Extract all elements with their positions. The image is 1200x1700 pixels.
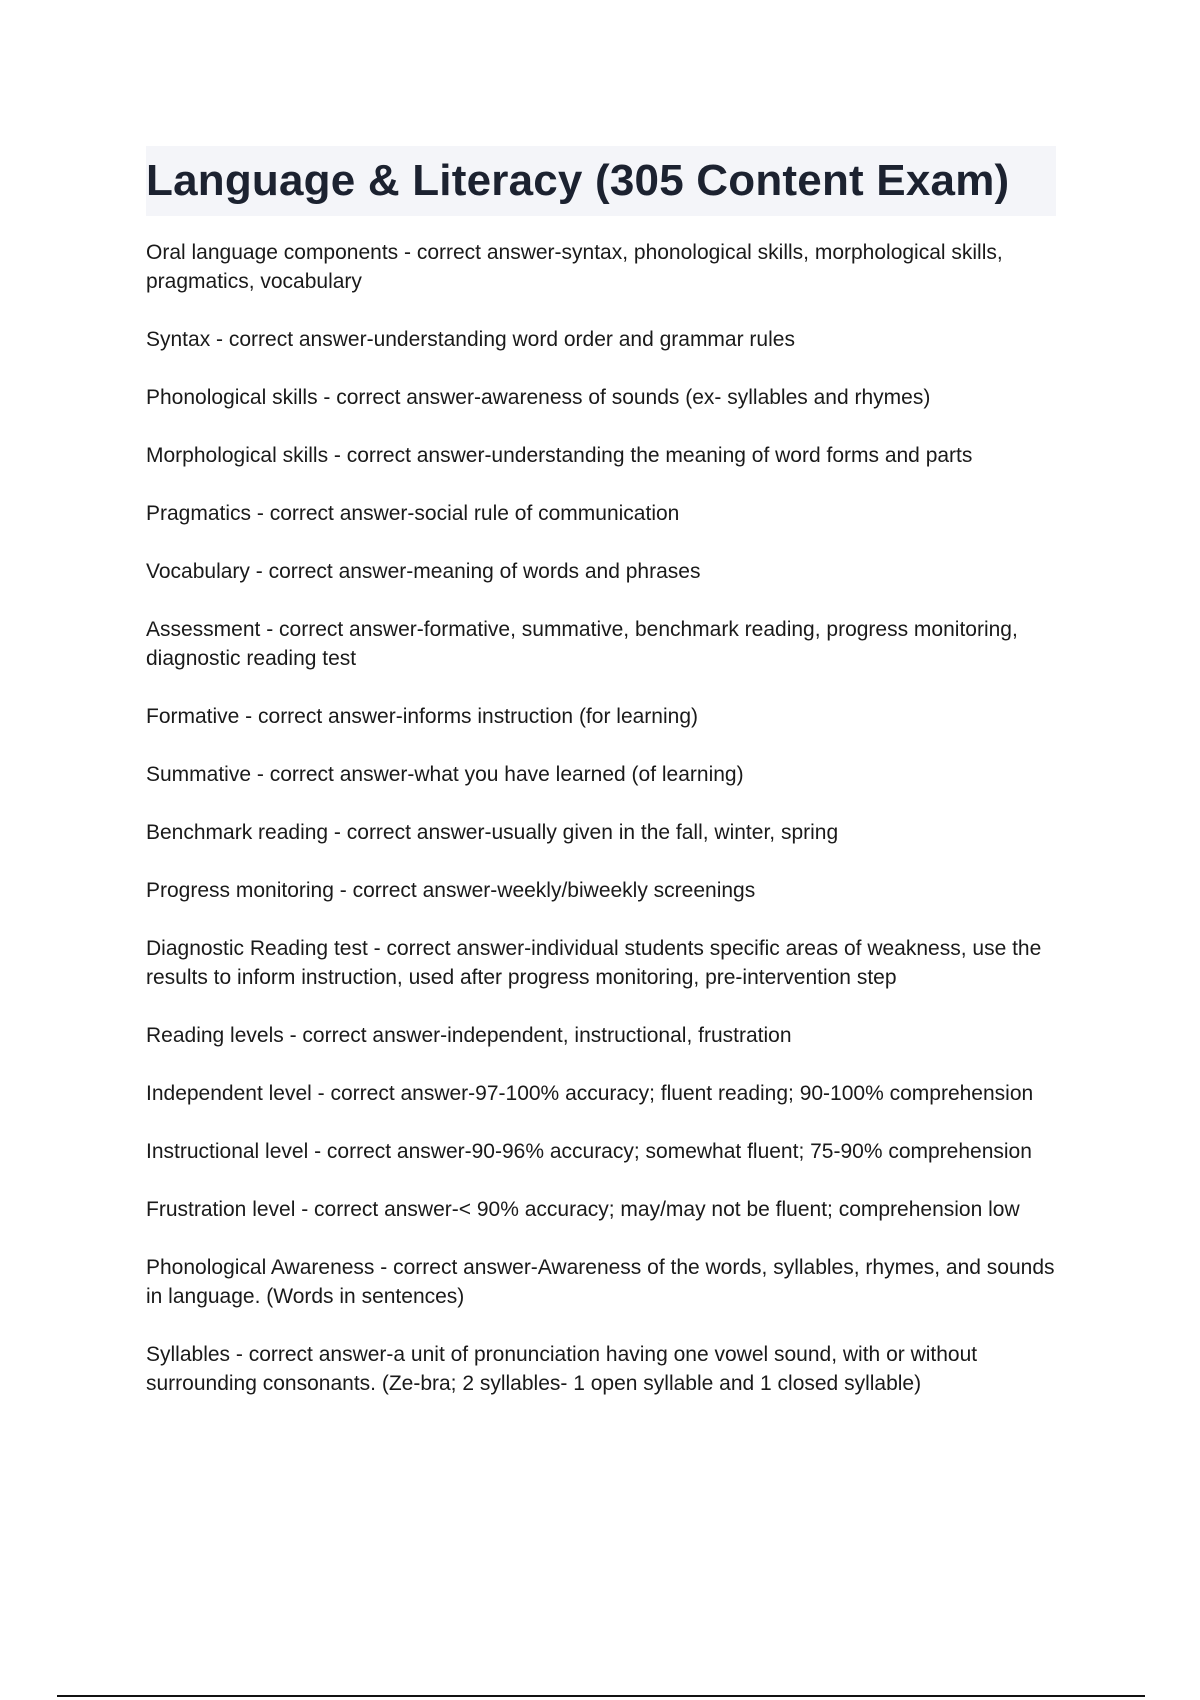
entry-reading-levels: Reading levels - correct answer-independent, instructional, frustration xyxy=(146,1024,792,1047)
entry-assessment: Assessment - correct answer-formative, summative, benchmark reading, progress monitoring, diagnostic reading test xyxy=(146,618,1018,670)
entry-syntax: Syntax - correct answer-understanding word order and grammar rules xyxy=(146,328,795,351)
entry-pragmatics: Pragmatics - correct answer-social rule of communication xyxy=(146,502,680,525)
page-title: Language & Literacy (305 Content Exam) xyxy=(146,156,1010,205)
entry-frustration-level: Frustration level - correct answer-< 90% accuracy; may/may not be fluent; comprehension low xyxy=(146,1198,1020,1221)
entry-benchmark-reading: Benchmark reading - correct answer-usually given in the fall, winter, spring xyxy=(146,821,839,844)
entry-independent-level: Independent level - correct answer-97-100% accuracy; fluent reading; 90-100% comprehension xyxy=(146,1082,1034,1105)
footer-divider xyxy=(57,1695,1145,1697)
entry-list xyxy=(146,238,1066,1427)
entry-diagnostic-reading-test: Diagnostic Reading test - correct answer-individual students specific areas of weakness, use the results to inform instruction, used after progress monitoring, pre-intervention step xyxy=(146,937,1042,989)
entry-syllables: Syllables - correct answer-a unit of pronunciation having one vowel sound, with or without surrounding consonants. (Ze-bra; 2 syllables- 1 open syllable and 1 closed syllable) xyxy=(146,1343,978,1395)
entry-oral-language-components: Oral language components - correct answer-syntax, phonological skills, morphological skills, pragmatics, vocabulary xyxy=(146,241,1003,293)
entry-instructional-level: Instructional level - correct answer-90-96% accuracy; somewhat fluent; 75-90% comprehension xyxy=(146,1140,1032,1163)
title-banner xyxy=(146,146,1056,216)
entry-phonological-awareness: Phonological Awareness - correct answer-Awareness of the words, syllables, rhymes, and sounds in language. (Words in sentences) xyxy=(146,1256,1055,1308)
entry-progress-monitoring: Progress monitoring - correct answer-weekly/biweekly screenings xyxy=(146,879,756,902)
entry-formative: Formative - correct answer-informs instruction (for learning) xyxy=(146,705,698,728)
entry-vocabulary: Vocabulary - correct answer-meaning of words and phrases xyxy=(146,560,701,583)
entry-morphological-skills: Morphological skills - correct answer-understanding the meaning of word forms and parts xyxy=(146,444,973,467)
entry-phonological-skills: Phonological skills - correct answer-awareness of sounds (ex- syllables and rhymes) xyxy=(146,386,931,409)
entry-summative: Summative - correct answer-what you have learned (of learning) xyxy=(146,763,744,786)
